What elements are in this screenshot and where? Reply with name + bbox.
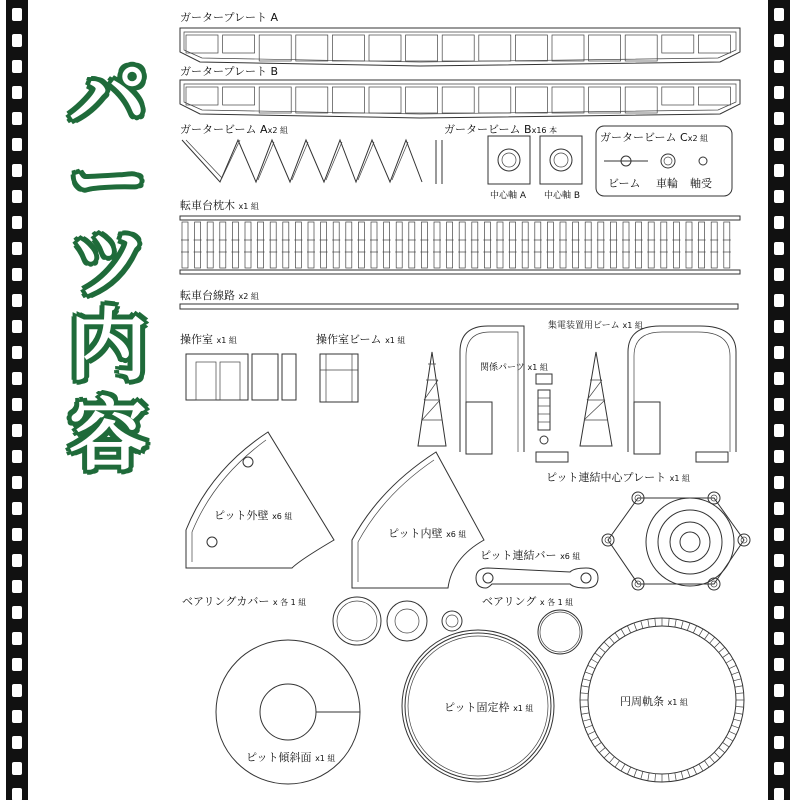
rail-tick <box>723 742 730 747</box>
related-parts-drawing <box>536 374 552 444</box>
plate-panel <box>332 35 364 61</box>
sleeper <box>308 222 314 268</box>
track-name: 転車台線路 <box>180 289 235 302</box>
sleeper <box>270 222 276 268</box>
pit-inner-wall-name: ピット内壁 <box>388 527 443 540</box>
title-char-2: ー <box>68 137 147 227</box>
pit-slope-qty: x1 組 <box>315 754 336 763</box>
sleeper <box>484 222 490 268</box>
sleeper <box>182 222 188 268</box>
girder-beam-b-drawing <box>488 136 582 184</box>
plate-panel <box>515 87 547 113</box>
sleeper <box>421 222 427 268</box>
sleeper <box>686 222 692 268</box>
rail-tick <box>729 665 736 668</box>
rail-tick <box>634 770 637 778</box>
pit-link-bar-drawing <box>476 568 598 588</box>
control-room-beam-label <box>316 334 405 347</box>
rail-tick <box>648 773 649 781</box>
rail-tick <box>604 642 610 648</box>
sleeper <box>472 222 478 268</box>
title-char-1: パ <box>68 53 147 143</box>
sleeper <box>195 222 201 268</box>
pit-link-bar-label <box>480 550 580 563</box>
plate-panel <box>479 87 511 113</box>
pit-inner-wall-label <box>388 528 466 541</box>
rail-tick <box>668 774 669 782</box>
bearing-cover-drawing <box>333 597 462 645</box>
bearing-qty: x 各 1 組 <box>539 598 574 607</box>
sleeper <box>321 222 327 268</box>
sleeper <box>283 222 289 268</box>
plate-panel <box>662 35 694 53</box>
collector-beam-drawing <box>418 326 736 462</box>
rail-tick <box>621 629 625 636</box>
pit-outer-wall-label <box>214 510 292 523</box>
center-axis-a-label: 中心軸 A <box>490 191 527 201</box>
sleeper <box>610 222 616 268</box>
rail-tick <box>704 633 709 640</box>
rail-tick <box>681 621 683 629</box>
rail-tick <box>580 706 588 707</box>
center-axis-b-label: 中心軸 B <box>544 191 581 201</box>
rail-tick <box>585 725 593 728</box>
plate-panel <box>406 35 438 61</box>
bearing-cover-qty: x 各 1 組 <box>272 598 307 607</box>
rail-tick <box>599 647 605 652</box>
rail-tick <box>599 748 605 753</box>
pit-link-bar-name: ピット連結バー <box>480 549 557 562</box>
track-drawing <box>180 304 738 309</box>
rail-tick <box>609 757 614 763</box>
sleeper <box>585 222 591 268</box>
rail-tick <box>732 672 740 675</box>
pit-frame-qty: x1 組 <box>513 704 534 713</box>
rail-tick <box>704 761 709 768</box>
rail-tick <box>655 774 656 782</box>
rail-tick <box>687 623 690 631</box>
rail-tick <box>585 672 593 675</box>
rail-tick <box>735 713 743 714</box>
sleeper <box>522 222 528 268</box>
circle-rail-label <box>620 696 688 709</box>
rail-tick <box>675 773 676 781</box>
rail-tick <box>714 642 720 648</box>
rail-tick <box>675 619 676 627</box>
title-char-5: 容 <box>68 391 147 481</box>
bearing-label <box>482 596 573 609</box>
sleeper <box>598 222 604 268</box>
pit-center-plate-qty: x1 組 <box>669 474 690 483</box>
bearing-cover-name: ベアリングカバー <box>182 595 270 608</box>
rail-tick <box>687 770 690 778</box>
bearing-seat-sub-label: 軸受 <box>690 177 712 190</box>
sleeper <box>573 222 579 268</box>
rail-tick <box>641 621 643 629</box>
rail-tick <box>627 767 630 774</box>
rail-tick <box>604 752 610 758</box>
plate-panel <box>223 35 255 53</box>
girder-beam-a-name: ガータービーム A <box>180 123 268 136</box>
pit-center-plate-drawing <box>602 492 750 590</box>
rail-tick <box>615 633 620 640</box>
rail-tick <box>681 771 683 779</box>
rail-tick <box>732 725 740 728</box>
rail-tick <box>668 618 669 626</box>
plate-panel <box>406 87 438 113</box>
rail-tick <box>714 752 720 758</box>
girder-beam-b-name: ガータービーム B <box>444 123 532 136</box>
bearing-drawing <box>538 610 582 654</box>
girder-plate-b-drawing <box>180 80 740 118</box>
plate-panel <box>186 35 218 53</box>
rail-tick <box>641 771 643 779</box>
sleeper <box>258 222 264 268</box>
rail-tick <box>735 686 743 687</box>
sleeper <box>333 222 339 268</box>
circle-rail-qty: x1 組 <box>667 698 688 707</box>
sleeper <box>232 222 238 268</box>
sleeper <box>547 222 553 268</box>
pit-inner-wall-drawing <box>352 452 484 588</box>
plate-panel <box>625 35 657 61</box>
plate-panel <box>296 87 328 113</box>
rail-tick <box>693 626 696 633</box>
plate-panel <box>259 35 291 61</box>
bearing-cover-label <box>182 596 306 609</box>
rail-tick <box>733 679 741 681</box>
control-room-name: 操作室 <box>180 333 213 346</box>
sleeper <box>220 222 226 268</box>
pit-slope-name: ピット傾斜面 <box>246 751 312 764</box>
sleepers-drawing <box>180 216 740 274</box>
rail-tick <box>736 693 744 694</box>
plate-panel <box>369 87 401 113</box>
sleeper <box>384 222 390 268</box>
sleeper <box>699 222 705 268</box>
sleeper <box>724 222 730 268</box>
plate-panel <box>698 35 730 53</box>
control-room-beam-qty: x1 組 <box>385 336 406 345</box>
plate-panel <box>589 87 621 113</box>
rail-tick <box>583 679 591 681</box>
plate-panel <box>698 87 730 105</box>
plate-panel <box>662 87 694 105</box>
collector-beam-label <box>548 320 643 332</box>
sleeper <box>207 222 213 268</box>
rail-tick <box>699 764 703 771</box>
rail-tick <box>699 629 703 636</box>
sleeper <box>346 222 352 268</box>
collector-beam-name: 集電装置用ビーム <box>548 321 620 331</box>
rail-tick <box>621 764 625 771</box>
rail-tick <box>627 626 630 633</box>
sleeper <box>434 222 440 268</box>
girder-plate-a-drawing <box>180 28 740 66</box>
pit-frame-name: ピット固定枠 <box>444 701 510 714</box>
rail-tick <box>591 737 598 741</box>
related-parts-label <box>480 362 548 374</box>
plate-panel <box>259 87 291 113</box>
sleeper <box>648 222 654 268</box>
plate-panel <box>552 35 584 61</box>
sleeper <box>535 222 541 268</box>
sleeper <box>636 222 642 268</box>
sleeper <box>623 222 629 268</box>
rail-tick <box>736 706 744 707</box>
plate-panel <box>589 35 621 61</box>
rail-tick <box>719 748 725 753</box>
bearing-name: ベアリング <box>482 595 537 608</box>
track-label <box>180 290 259 303</box>
girder-beam-c-qty: x2 組 <box>687 134 709 143</box>
girder-plate-b-label: ガータープレート B <box>180 65 279 78</box>
rail-tick <box>710 757 715 763</box>
rail-tick <box>581 686 589 687</box>
sleeper <box>358 222 364 268</box>
circle-rail-name: 円周軌条 <box>620 695 664 708</box>
pit-link-bar-qty: x6 組 <box>560 552 581 561</box>
plate-panel <box>296 35 328 61</box>
pit-outer-wall-qty: x6 組 <box>272 512 293 521</box>
sleeper <box>661 222 667 268</box>
rail-tick <box>733 719 741 721</box>
girder-beam-b-label <box>444 124 557 137</box>
pit-center-plate-name: ピット連結中心プレート <box>546 471 667 484</box>
collector-beam-qty: x1 組 <box>622 321 643 330</box>
rail-tick <box>583 719 591 721</box>
rail-tick <box>729 731 736 734</box>
related-parts-qty: x1 組 <box>527 363 548 372</box>
pit-frame-label <box>444 702 533 715</box>
girder-beam-a-drawing <box>182 140 442 184</box>
plate-panel <box>479 35 511 61</box>
rail-tick <box>693 767 696 774</box>
sleeper <box>673 222 679 268</box>
title-char-4: 内 <box>68 301 147 391</box>
sleeper <box>396 222 402 268</box>
plate-panel <box>515 35 547 61</box>
sleeper <box>245 222 251 268</box>
sleeper <box>711 222 717 268</box>
girder-beam-a-qty: x2 組 <box>267 126 288 135</box>
plate-panel <box>552 87 584 113</box>
girder-plate-a-label: ガータープレート A <box>180 11 279 24</box>
rail-tick <box>609 637 614 643</box>
rail-tick <box>595 653 602 658</box>
girder-beam-b-qty: x16 本 <box>531 126 558 135</box>
rail-tick <box>581 713 589 714</box>
rail-tick <box>588 731 595 734</box>
sleeper <box>295 222 301 268</box>
rail-tick <box>580 693 588 694</box>
rail-tick <box>726 737 733 741</box>
wheel-sub-label: 車輪 <box>656 177 678 190</box>
related-parts-name: 関係パーツ <box>480 363 525 373</box>
girder-beam-a-label <box>180 124 288 137</box>
girder-beam-c-label <box>600 132 708 145</box>
title-char-3: ツ <box>68 219 147 309</box>
sleepers-label <box>180 200 259 213</box>
pit-slope-label <box>246 752 335 765</box>
rail-tick <box>648 619 649 627</box>
rail-tick <box>710 637 715 643</box>
plate-panel <box>332 87 364 113</box>
plate-panel <box>223 87 255 105</box>
control-room-beam-name: 操作室ビーム <box>316 333 382 346</box>
sleeper <box>459 222 465 268</box>
sleeper <box>409 222 415 268</box>
sleeper <box>447 222 453 268</box>
plate-panel <box>186 87 218 105</box>
plate-panel <box>442 87 474 113</box>
control-room-label <box>180 334 237 347</box>
sleeper <box>510 222 516 268</box>
track-qty: x2 組 <box>238 292 259 301</box>
rail-tick <box>723 653 730 658</box>
control-room-beam-drawing <box>320 354 358 402</box>
plate-panel <box>442 35 474 61</box>
girder-beam-c-name: ガータービーム C <box>600 131 688 144</box>
pit-outer-wall-drawing <box>186 432 334 568</box>
rail-tick <box>615 761 620 768</box>
control-room-qty: x1 組 <box>216 336 237 345</box>
plate-panel <box>625 87 657 113</box>
control-room-drawing <box>186 354 296 400</box>
rail-tick <box>655 618 656 626</box>
pit-center-plate-label <box>546 472 690 485</box>
plate-panel <box>369 35 401 61</box>
rail-tick <box>591 659 598 663</box>
rail-tick <box>588 665 595 668</box>
rail-tick <box>595 742 602 747</box>
beam-sub-label: ビーム <box>608 177 641 190</box>
pit-inner-wall-qty: x6 組 <box>446 530 467 539</box>
sleeper <box>560 222 566 268</box>
pit-outer-wall-name: ピット外壁 <box>214 509 269 522</box>
sleeper <box>497 222 503 268</box>
sleepers-qty: x1 組 <box>238 202 259 211</box>
rail-tick <box>726 659 733 663</box>
rail-tick <box>634 623 637 631</box>
sleeper <box>371 222 377 268</box>
sleepers-name: 転車台枕木 <box>180 199 235 212</box>
rail-tick <box>719 647 725 652</box>
